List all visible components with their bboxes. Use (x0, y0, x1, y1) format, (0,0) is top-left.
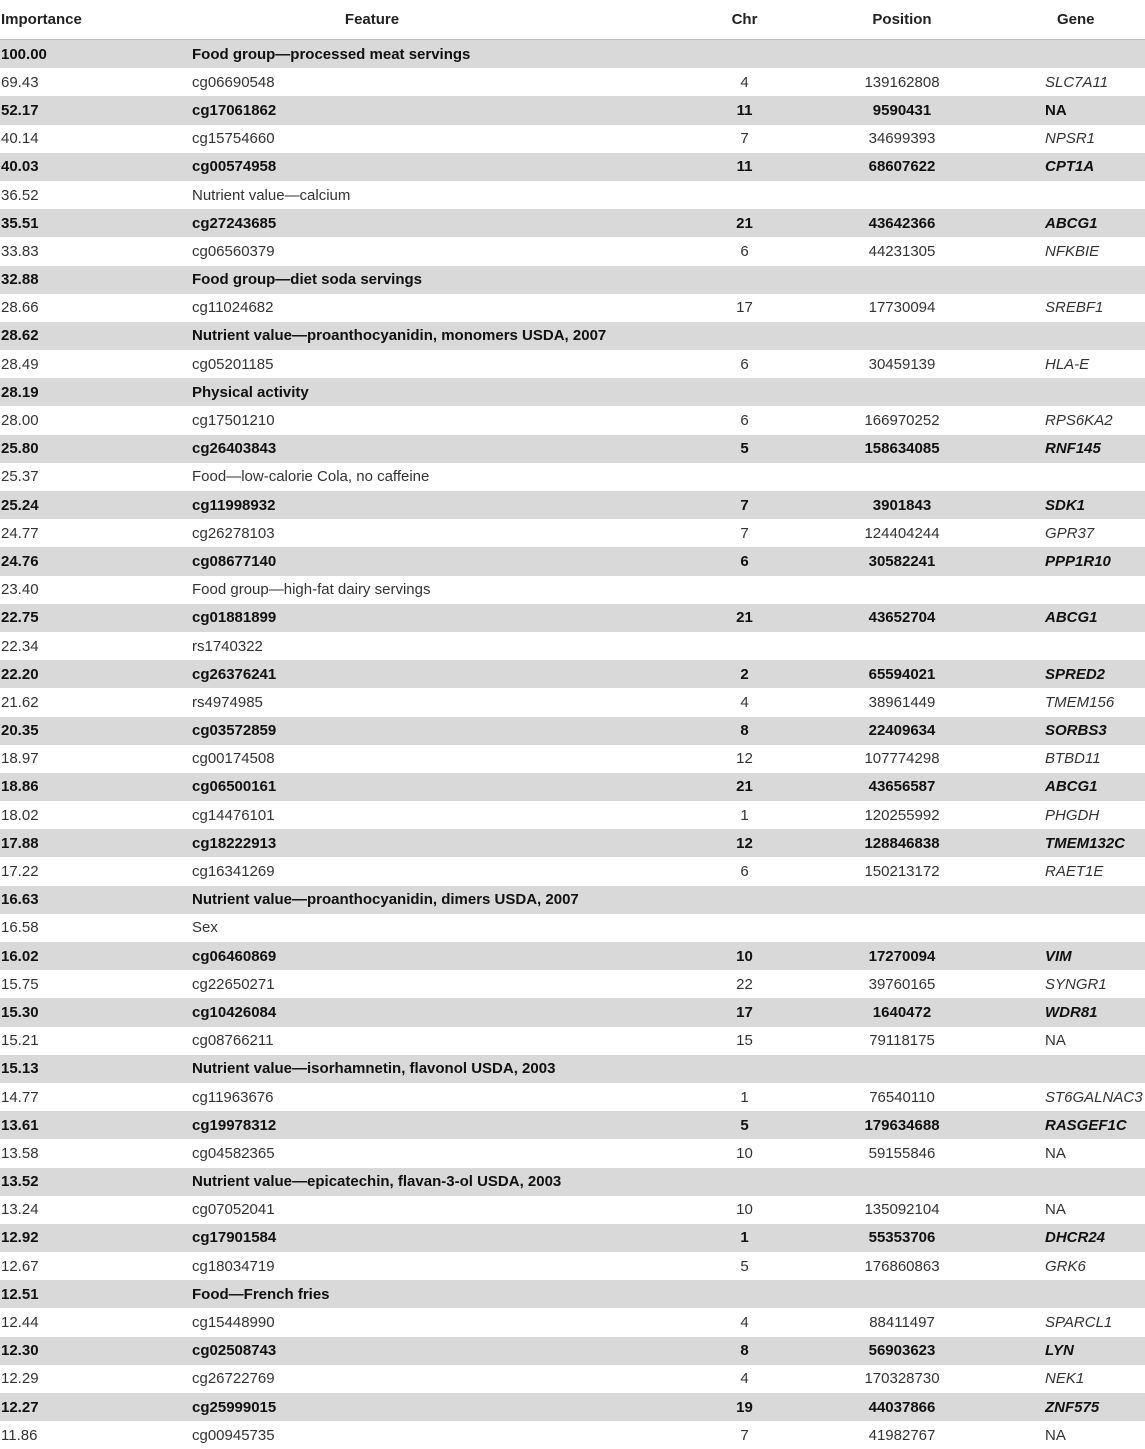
cell-feature: Nutrient value—calcium (192, 186, 351, 204)
cell-gene: GPR37 (1045, 524, 1095, 542)
cell-position: 128846838 (864, 834, 940, 852)
cell-gene: ABCG1 (1045, 609, 1098, 627)
table-row (0, 914, 1145, 942)
cell-chr: 6 (740, 863, 749, 881)
cell-feature: cg11024682 (192, 299, 274, 317)
cell-position: 158634085 (864, 440, 940, 458)
cell-feature: rs4974985 (192, 693, 263, 711)
cell-importance: 13.61 (1, 1116, 39, 1134)
cell-position: 139162808 (864, 73, 940, 91)
cell-importance: 15.21 (1, 1032, 39, 1050)
cell-gene: VIM (1045, 947, 1072, 965)
cell-gene: PHGDH (1045, 806, 1100, 824)
cell-gene: ZNF575 (1045, 1398, 1100, 1416)
table-row (0, 829, 1145, 857)
cell-feature: cg19978312 (192, 1116, 277, 1134)
table-row (0, 1224, 1145, 1252)
cell-feature: cg18222913 (192, 834, 277, 852)
cell-chr: 7 (740, 130, 749, 148)
cell-gene: NEK1 (1045, 1370, 1085, 1388)
cell-chr: 10 (736, 1201, 753, 1219)
cell-chr: 1 (740, 806, 749, 824)
table-row (0, 857, 1145, 885)
cell-importance: 28.19 (1, 383, 39, 401)
cell-feature: cg15448990 (192, 1314, 275, 1332)
cell-feature: cg26722769 (192, 1370, 275, 1388)
cell-gene: RASGEF1C (1045, 1116, 1127, 1134)
cell-chr: 4 (740, 73, 749, 91)
table-row (0, 1365, 1145, 1393)
cell-importance: 13.58 (1, 1144, 39, 1162)
cell-chr: 11 (736, 101, 753, 119)
cell-feature: cg25999015 (192, 1398, 277, 1416)
cell-chr: 6 (740, 355, 749, 373)
cell-importance: 15.13 (1, 1060, 39, 1078)
table-row (0, 68, 1145, 96)
table-row (0, 181, 1145, 209)
cell-chr: 4 (740, 1370, 749, 1388)
cell-position: 9590431 (872, 101, 932, 119)
cell-chr: 6 (740, 412, 749, 430)
table-row (0, 1139, 1145, 1167)
cell-gene: TMEM132C (1045, 834, 1126, 852)
table-row (0, 1196, 1145, 1224)
cell-importance: 40.14 (1, 130, 39, 148)
cell-position: 179634688 (864, 1116, 940, 1134)
cell-feature: cg26376241 (192, 665, 277, 683)
cell-chr: 10 (736, 947, 753, 965)
cell-importance: 18.97 (1, 750, 39, 768)
cell-importance: 28.66 (1, 299, 39, 317)
cell-position: 68607622 (868, 158, 936, 176)
cell-importance: 40.03 (1, 158, 39, 176)
cell-gene: NFKBIE (1045, 242, 1100, 260)
header-chr: Chr (731, 11, 758, 28)
table-row (0, 96, 1145, 124)
cell-gene: SYNGR1 (1045, 975, 1107, 993)
cell-chr: 17 (736, 299, 753, 317)
table-row (0, 998, 1145, 1026)
cell-chr: 11 (736, 158, 753, 176)
cell-position: 34699393 (868, 130, 936, 148)
cell-position: 76540110 (869, 1088, 935, 1106)
cell-gene: ABCG1 (1045, 778, 1098, 796)
cell-importance: 13.24 (1, 1201, 39, 1219)
table-row (0, 632, 1145, 660)
cell-position: 124404244 (864, 524, 940, 542)
table-row (0, 717, 1145, 745)
table-row (0, 942, 1145, 970)
cell-chr: 5 (740, 440, 749, 458)
cell-chr: 4 (740, 693, 749, 711)
cell-position: 1640472 (872, 1003, 932, 1021)
cell-feature: cg27243685 (192, 214, 277, 232)
cell-gene: PPP1R10 (1045, 552, 1111, 570)
table-row (0, 322, 1145, 350)
table-row (0, 350, 1145, 378)
cell-position: 41982767 (868, 1426, 936, 1444)
cell-feature: Food—French fries (192, 1285, 330, 1303)
cell-chr: 7 (740, 524, 749, 542)
cell-gene: DHCR24 (1045, 1229, 1106, 1247)
cell-chr: 21 (736, 609, 753, 627)
table-row (0, 463, 1145, 491)
cell-feature: Sex (192, 919, 218, 937)
cell-gene: SLC7A11 (1045, 73, 1109, 91)
cell-feature: cg06500161 (192, 778, 277, 796)
table-row (0, 406, 1145, 434)
cell-chr: 19 (736, 1398, 753, 1416)
table-row (0, 547, 1145, 575)
cell-feature: cg01881899 (192, 609, 277, 627)
cell-feature: cg04582365 (192, 1144, 275, 1162)
cell-gene: BTBD11 (1045, 750, 1101, 768)
cell-chr: 1 (740, 1088, 749, 1106)
cell-gene: SORBS3 (1045, 722, 1107, 740)
table-row (0, 1337, 1145, 1365)
cell-feature: cg00174508 (192, 750, 275, 768)
cell-importance: 25.37 (1, 468, 39, 486)
cell-position: 17270094 (868, 947, 936, 965)
cell-feature: cg03572859 (192, 722, 277, 740)
cell-position: 107774298 (864, 750, 940, 768)
cell-gene: NA (1045, 101, 1067, 119)
cell-importance: 11.86 (1, 1426, 38, 1444)
cell-feature: cg10426084 (192, 1003, 277, 1021)
cell-feature: cg16341269 (192, 863, 275, 881)
cell-importance: 69.43 (1, 73, 39, 91)
cell-importance: 12.27 (1, 1398, 39, 1416)
cell-chr: 10 (736, 1144, 753, 1162)
cell-importance: 24.76 (1, 552, 39, 570)
cell-feature: Food—low-calorie Cola, no caffeine (192, 468, 430, 486)
header-feature: Feature (344, 11, 400, 28)
cell-importance: 52.17 (1, 101, 39, 119)
cell-gene: NA (1045, 1201, 1066, 1219)
cell-feature: cg06560379 (192, 242, 275, 260)
cell-feature: Food group—high-fat dairy servings (192, 581, 431, 599)
cell-chr: 5 (740, 1257, 749, 1275)
table-row (0, 266, 1145, 294)
table-row (0, 435, 1145, 463)
cell-chr: 6 (740, 552, 749, 570)
cell-importance: 33.83 (1, 242, 39, 260)
cell-gene: ABCG1 (1045, 214, 1098, 232)
cell-gene: SPRED2 (1045, 665, 1106, 683)
cell-importance: 17.88 (1, 834, 39, 852)
cell-chr: 21 (736, 214, 753, 232)
table-row (0, 576, 1145, 604)
cell-feature: cg26278103 (192, 524, 275, 542)
cell-chr: 7 (740, 1426, 749, 1444)
cell-feature: cg02508743 (192, 1342, 277, 1360)
cell-feature: cg06690548 (192, 73, 275, 91)
cell-gene: ST6GALNAC3 (1045, 1088, 1143, 1106)
cell-feature: Nutrient value—isorhamnetin, flavonol USDA, 2003 (192, 1060, 556, 1078)
cell-feature: cg06460869 (192, 947, 277, 965)
cell-feature: cg11963676 (192, 1088, 274, 1106)
table-row (0, 1111, 1145, 1139)
cell-importance: 13.52 (1, 1173, 39, 1191)
cell-feature: cg26403843 (192, 440, 277, 458)
cell-gene: TMEM156 (1045, 693, 1115, 711)
cell-feature: cg18034719 (192, 1257, 275, 1275)
cell-position: 120255992 (864, 806, 940, 824)
table-row (0, 1280, 1145, 1308)
cell-importance: 22.20 (1, 665, 39, 683)
table-row (0, 886, 1145, 914)
cell-gene: SREBF1 (1045, 299, 1104, 317)
cell-feature: cg17901584 (192, 1229, 277, 1247)
cell-importance: 23.40 (1, 581, 39, 599)
cell-position: 38961449 (868, 693, 936, 711)
cell-importance: 16.63 (1, 891, 39, 909)
cell-chr: 21 (736, 778, 753, 796)
cell-chr: 2 (740, 665, 749, 683)
table-row (0, 1168, 1145, 1196)
cell-importance: 35.51 (1, 214, 39, 232)
cell-feature: Nutrient value—epicatechin, flavan-3-ol USDA, 2003 (192, 1173, 562, 1191)
cell-chr: 8 (740, 1342, 749, 1360)
cell-importance: 20.35 (1, 722, 39, 740)
cell-position: 43642366 (868, 214, 936, 232)
cell-feature: cg00574958 (192, 158, 277, 176)
cell-position: 150213172 (864, 863, 940, 881)
table-row (0, 801, 1145, 829)
header-importance: Importance (1, 11, 82, 28)
cell-importance: 17.22 (1, 863, 39, 881)
cell-feature: cg11998932 (192, 496, 276, 514)
table-row (0, 1083, 1145, 1111)
cell-position: 135092104 (864, 1201, 940, 1219)
cell-gene: GRK6 (1045, 1257, 1086, 1275)
cell-feature: cg22650271 (192, 975, 275, 993)
cell-gene: HLA-E (1045, 355, 1090, 373)
cell-gene: RPS6KA2 (1045, 412, 1113, 430)
table-row (0, 773, 1145, 801)
cell-gene: WDR81 (1045, 1003, 1098, 1021)
cell-position: 59155846 (868, 1144, 936, 1162)
table-row (0, 491, 1145, 519)
cell-importance: 12.44 (1, 1314, 39, 1332)
cell-chr: 12 (736, 834, 753, 852)
cell-position: 39760165 (868, 975, 936, 993)
cell-importance: 15.30 (1, 1003, 39, 1021)
table-row (0, 153, 1145, 181)
cell-importance: 12.29 (1, 1370, 39, 1388)
table-row (0, 519, 1145, 547)
cell-chr: 17 (736, 1003, 753, 1021)
cell-gene: SPARCL1 (1045, 1314, 1113, 1332)
cell-importance: 16.58 (1, 919, 39, 937)
table-row (0, 1308, 1145, 1336)
table-row (0, 1393, 1145, 1421)
cell-position: 166970252 (864, 412, 940, 430)
cell-gene: NA (1045, 1426, 1066, 1444)
table-row (0, 237, 1145, 265)
cell-importance: 12.67 (1, 1257, 39, 1275)
cell-feature: cg14476101 (192, 806, 275, 824)
cell-position: 170328730 (864, 1370, 940, 1388)
cell-importance: 28.62 (1, 327, 39, 345)
table-row (0, 1252, 1145, 1280)
cell-importance: 18.02 (1, 806, 39, 824)
cell-importance: 36.52 (1, 186, 39, 204)
table-row (0, 40, 1145, 68)
table-row (0, 688, 1145, 716)
cell-importance: 21.62 (1, 693, 39, 711)
cell-position: 22409634 (868, 722, 936, 740)
cell-importance: 12.51 (1, 1285, 39, 1303)
cell-feature: cg08766211 (192, 1032, 274, 1050)
table-row (0, 1055, 1145, 1083)
cell-importance: 15.75 (1, 975, 39, 993)
cell-gene: SDK1 (1045, 496, 1086, 514)
cell-feature: cg05201185 (192, 355, 274, 373)
cell-importance: 100.00 (1, 45, 47, 63)
cell-position: 65594021 (868, 665, 936, 683)
cell-position: 44037866 (868, 1398, 936, 1416)
cell-chr: 4 (740, 1314, 749, 1332)
cell-feature: Physical activity (192, 383, 309, 401)
cell-position: 176860863 (864, 1257, 940, 1275)
cell-feature: rs1740322 (192, 637, 263, 655)
table-row (0, 125, 1145, 153)
cell-position: 56903623 (868, 1342, 936, 1360)
cell-importance: 25.80 (1, 440, 39, 458)
cell-feature: cg00945735 (192, 1426, 275, 1444)
cell-importance: 12.30 (1, 1342, 39, 1360)
table-row (0, 970, 1145, 998)
cell-feature: Food group—diet soda servings (192, 271, 423, 289)
cell-feature: Nutrient value—proanthocyanidin, monomers USDA, 2007 (192, 327, 607, 345)
cell-importance: 12.92 (1, 1229, 39, 1247)
cell-importance: 14.77 (1, 1088, 39, 1106)
cell-feature: cg17501210 (192, 412, 275, 430)
table-row (0, 294, 1145, 322)
table-header (0, 0, 1145, 40)
table-row (0, 745, 1145, 773)
table-row (0, 1421, 1145, 1449)
cell-position: 88411497 (869, 1314, 935, 1332)
cell-gene: RAET1E (1045, 863, 1104, 881)
cell-position: 44231305 (868, 242, 936, 260)
table-body (0, 40, 1145, 1449)
cell-gene: NA (1045, 1032, 1066, 1050)
cell-importance: 22.34 (1, 637, 39, 655)
cell-gene: NPSR1 (1045, 130, 1096, 148)
cell-position: 30582241 (868, 552, 936, 570)
cell-feature: cg08677140 (192, 552, 277, 570)
cell-chr: 22 (736, 975, 753, 993)
cell-position: 3901843 (872, 496, 932, 514)
cell-position: 43652704 (868, 609, 936, 627)
cell-feature: Nutrient value—proanthocyanidin, dimers USDA, 2007 (192, 891, 579, 909)
table-row (0, 604, 1145, 632)
cell-gene: CPT1A (1045, 158, 1095, 176)
table-row (0, 1027, 1145, 1055)
table-row (0, 378, 1145, 406)
cell-feature: cg15754660 (192, 130, 275, 148)
cell-chr: 6 (740, 242, 749, 260)
cell-position: 30459139 (868, 355, 936, 373)
cell-feature: cg17061862 (192, 101, 277, 119)
cell-importance: 16.02 (1, 947, 39, 965)
cell-importance: 18.86 (1, 778, 39, 796)
cell-importance: 28.00 (1, 412, 39, 430)
cell-gene: NA (1045, 1144, 1066, 1162)
cell-chr: 12 (736, 750, 753, 768)
cell-chr: 8 (740, 722, 749, 740)
cell-chr: 5 (740, 1116, 749, 1134)
cell-importance: 28.49 (1, 355, 39, 373)
cell-importance: 22.75 (1, 609, 39, 627)
cell-position: 43656587 (868, 778, 936, 796)
cell-chr: 7 (740, 496, 749, 514)
table-row (0, 209, 1145, 237)
header-position: Position (872, 11, 932, 28)
table-row (0, 660, 1145, 688)
cell-importance: 24.77 (1, 524, 39, 542)
cell-importance: 25.24 (1, 496, 39, 514)
cell-chr: 15 (736, 1032, 753, 1050)
cell-position: 79118175 (869, 1032, 935, 1050)
cell-chr: 1 (740, 1229, 749, 1247)
cell-feature: cg07052041 (192, 1201, 275, 1219)
cell-position: 17730094 (868, 299, 936, 317)
cell-position: 55353706 (868, 1229, 936, 1247)
header-gene: Gene (1057, 11, 1095, 28)
cell-importance: 32.88 (1, 271, 39, 289)
cell-feature: Food group—processed meat servings (192, 45, 471, 63)
cell-gene: RNF145 (1045, 440, 1101, 458)
cell-gene: LYN (1045, 1342, 1074, 1360)
